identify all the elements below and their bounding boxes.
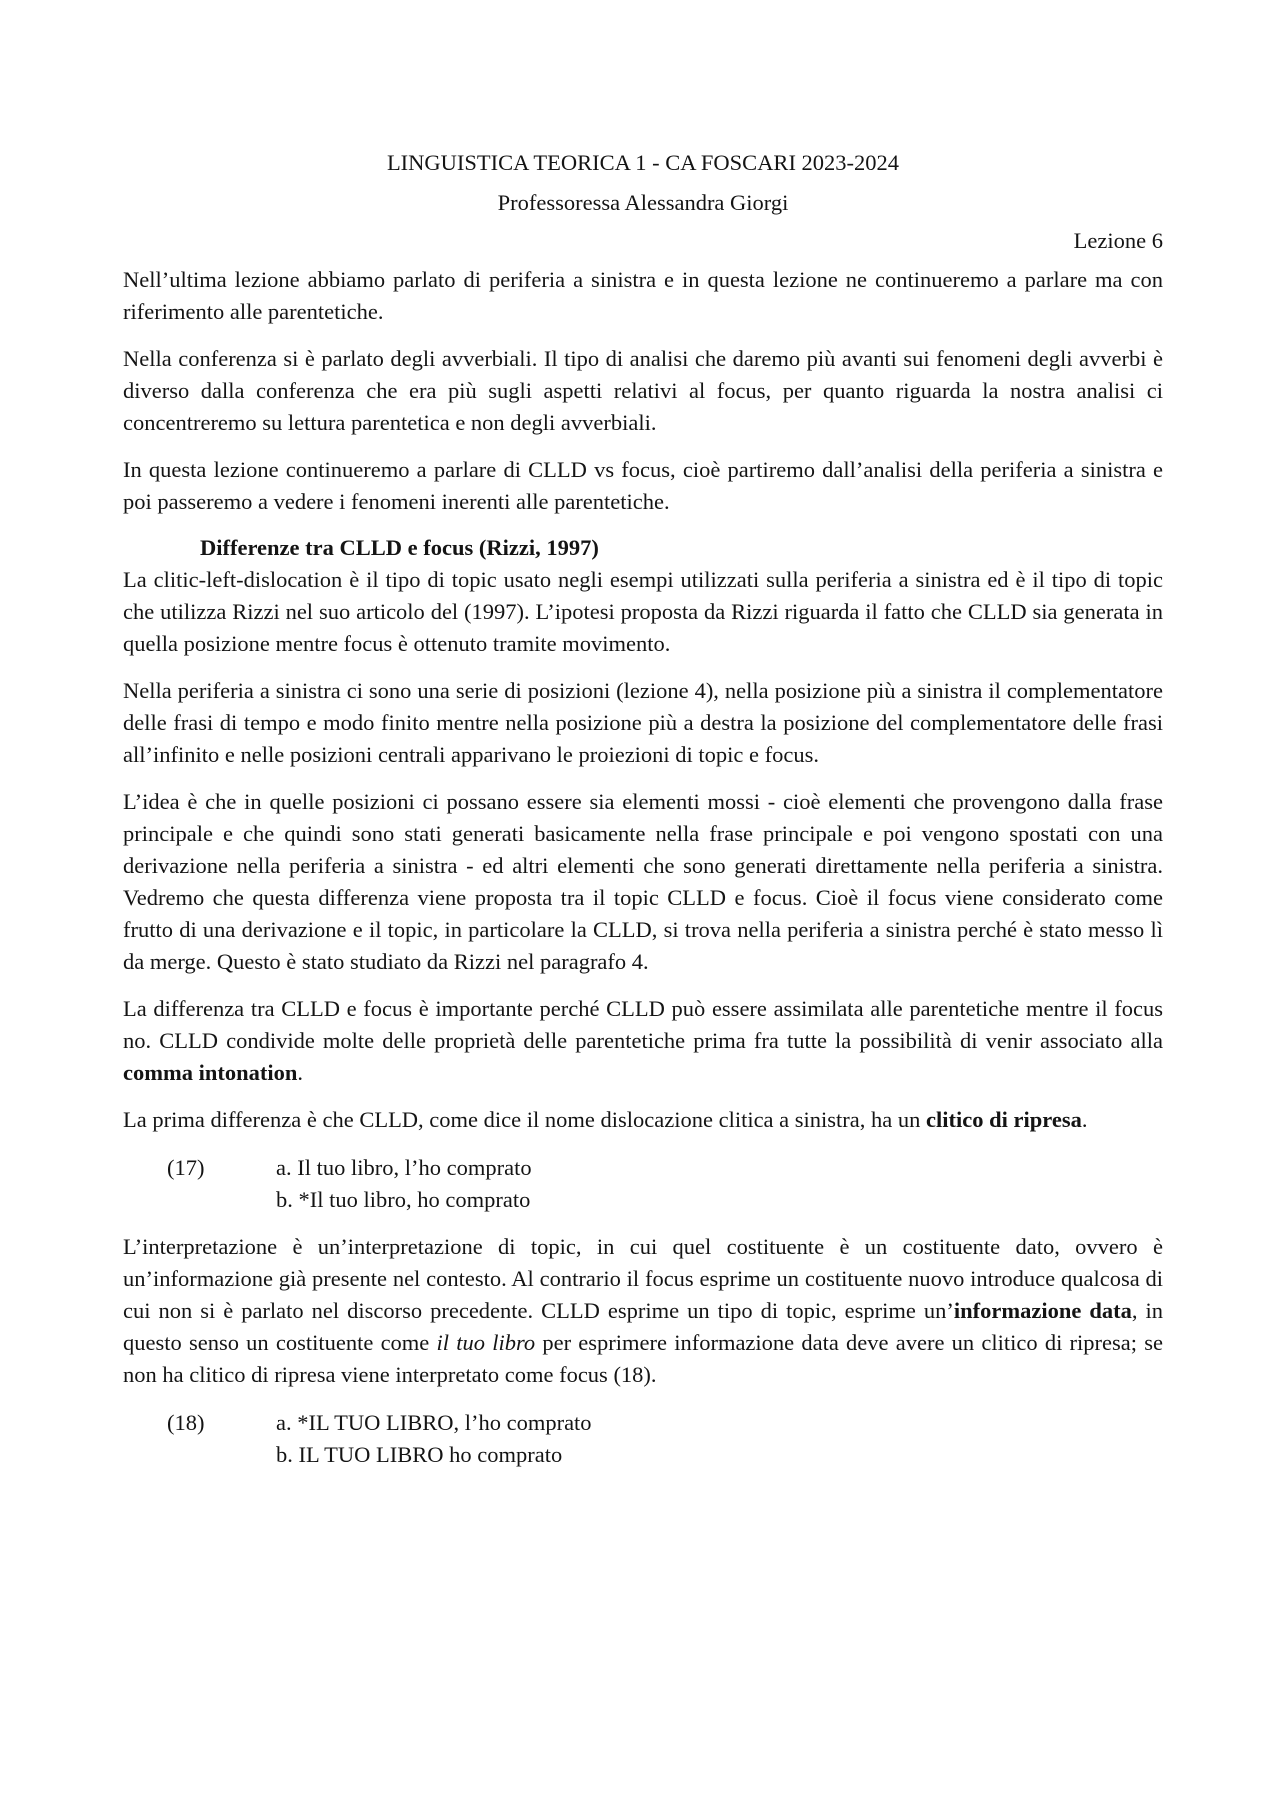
bold-term: informazione data: [953, 1298, 1132, 1323]
paragraph-clld-definition: La clitic-left-dislocation è il tipo di topic usato negli esempi utilizzati sulla periferia a sinistra ed è il tipo di topic che utilizza Rizzi nel suo articolo del (1997). L’ipotesi proposta da Rizzi riguarda il fatto che CLLD sia generata in quella posizione mentre focus è ottenuto tramite movimento.: [123, 567, 1163, 656]
paragraph-moved-elements: L’idea è che in quelle posizioni ci possano essere sia elementi mossi - cioè elementi che provengono dalla frase principale e che quindi sono stati generati basicamente nella frase principale e poi vengono spostati con una derivazione nella periferia a sinistra - ed altri elementi che sono generati direttamente nella periferia a sinistra. Vedremo che questa differenza viene proposta tra il topic CLLD e focus. Cioè il focus viene considerato come frutto di una derivazione e il topic, in particolare la CLLD, si trova nella periferia a sinistra perché è stato messo lì da merge. Questo è stato studiato da Rizzi nel paragrafo 4.: [123, 789, 1163, 974]
paragraph-clitic-resumption: [123, 1104, 1163, 1136]
lesson-number: Lezione 6: [1073, 228, 1163, 253]
text-run: .: [1081, 1107, 1088, 1132]
italic-term: il tuo libro: [436, 1330, 536, 1355]
paragraph-intro: Nell’ultima lezione abbiamo parlato di periferia a sinistra e in questa lezione ne continueremo a parlare ma con riferimento alle parentetiche.: [123, 267, 1163, 324]
example-line-b: b. IL TUO LIBRO ho comprato: [276, 1442, 563, 1467]
professor-name: Professoressa Alessandra Giorgi: [497, 190, 789, 215]
bold-term: comma intonation: [123, 1060, 298, 1085]
bold-term: clitico di ripresa: [926, 1107, 1082, 1132]
text-run: per esprimere informazione data deve avere un clitico di ripresa; se non ha clitico di ripresa viene interpretato come focus (18).: [123, 1330, 1163, 1387]
paragraph-topic-interpretation: [123, 1231, 1163, 1391]
paragraph-comma-intonation: [123, 993, 1163, 1089]
text-run: .: [297, 1060, 303, 1085]
example-lines: [276, 1152, 532, 1216]
text-run: , in questo senso un costituente come: [123, 1298, 1163, 1355]
example-line-a: a. *IL TUO LIBRO, l’ho comprato: [276, 1410, 592, 1435]
document-title: LINGUISTICA TEORICA 1 - CA FOSCARI 2023-2024: [386, 150, 900, 175]
example-number: (17): [167, 1155, 205, 1180]
example-number: (18): [167, 1410, 205, 1435]
example-18: [123, 1407, 1163, 1471]
document-page: [123, 150, 1163, 1471]
section-heading: Differenze tra CLLD e focus (Rizzi, 1997): [200, 535, 599, 560]
paragraph-lesson-plan: In questa lezione continueremo a parlare di CLLD vs focus, cioè partiremo dall’analisi della periferia a sinistra e poi passeremo a vedere i fenomeni inerenti alle parentetiche.: [123, 457, 1163, 514]
paragraph-periphery-positions: Nella periferia a sinistra ci sono una serie di posizioni (lezione 4), nella posizione più a sinistra il complementatore delle frasi di tempo e modo finito mentre nella posizione più a destra la posizione del complementatore delle frasi all’infinito e nelle posizioni centrali apparivano le proiezioni di topic e focus.: [123, 678, 1163, 767]
text-run: La differenza tra CLLD e focus è importante perché CLLD può essere assimilata alle parentetiche mentre il focus no. CLLD condivide molte delle proprietà delle parentetiche prima fra tutte la possibilità di venir associato alla: [123, 996, 1163, 1053]
example-line-b: b. *Il tuo libro, ho comprato: [276, 1187, 531, 1212]
example-lines: [276, 1407, 592, 1471]
example-17: [123, 1152, 1163, 1216]
text-run: La prima differenza è che CLLD, come dice il nome dislocazione clitica a sinistra, ha un: [123, 1107, 927, 1132]
example-line-a: a. Il tuo libro, l’ho comprato: [276, 1155, 532, 1180]
text-run: L’interpretazione è un’interpretazione di topic, in cui quel costituente è un costituente dato, ovvero è un’informazione già presente nel contesto. Al contrario il focus esprime un costituente nuovo introduce qualcosa di cui non si è parlato nel discorso precedente. CLLD esprime un tipo di topic, esprime un’: [123, 1234, 1163, 1323]
paragraph-conference: Nella conferenza si è parlato degli avverbiali. Il tipo di analisi che daremo più avanti sui fenomeni degli avverbi è diverso dalla conferenza che era più sugli aspetti relativi al focus, per quanto riguarda la nostra analisi ci concentreremo su lettura parentetica e non degli avverbiali.: [123, 346, 1163, 435]
